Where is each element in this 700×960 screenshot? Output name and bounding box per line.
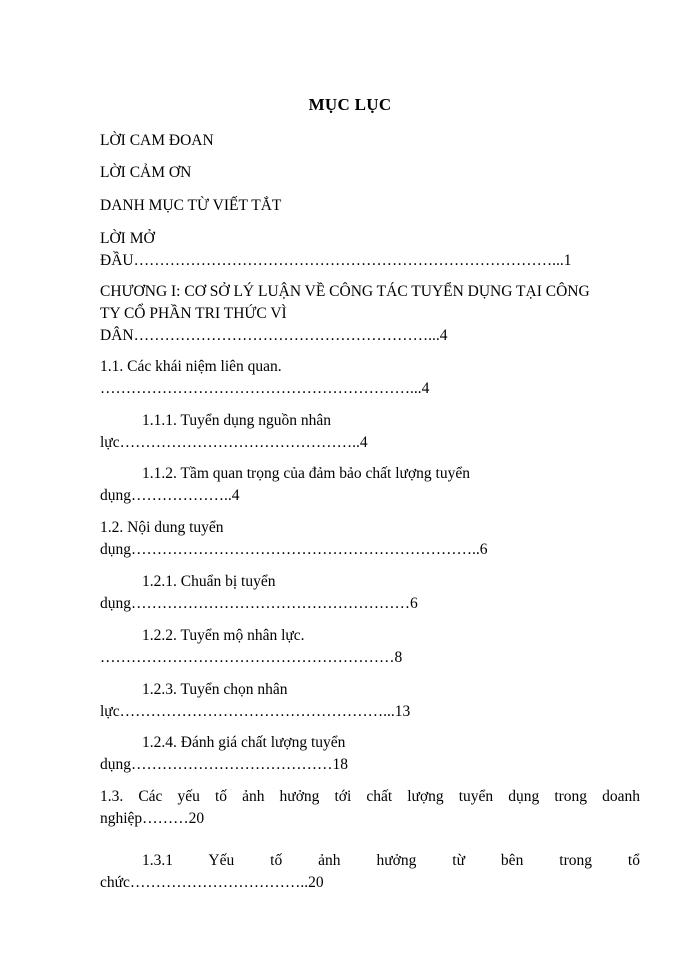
toc-entry-text: DANH MỤC TỪ VIẾT TẮT bbox=[100, 197, 282, 214]
toc-entry-1-2-2[interactable] bbox=[100, 625, 640, 669]
toc-entry-line1: 1.2. Nội dung tuyển bbox=[100, 519, 224, 536]
toc-entry-1-2[interactable] bbox=[100, 517, 640, 561]
toc-entry-1-1-1[interactable] bbox=[100, 410, 640, 454]
toc-entry-line2: ……………………………………………………...4 bbox=[100, 380, 430, 397]
toc-entry-line2: dụng………………………………………………6 bbox=[100, 595, 418, 612]
toc-entry-loi-cam-doan[interactable] bbox=[100, 130, 640, 152]
toc-entry-1-1-2[interactable] bbox=[100, 463, 640, 507]
page-title: MỤC LỤC bbox=[308, 95, 392, 114]
toc-entry-1-2-4[interactable] bbox=[100, 732, 640, 776]
toc-entry-line1: 1.1.2. Tầm quan trọng của đảm bảo chất lượng tuyển bbox=[142, 465, 470, 482]
toc-entry-1-1[interactable] bbox=[100, 356, 640, 400]
toc-entry-chuong-1[interactable] bbox=[100, 281, 640, 347]
toc-entry-loi-cam-on[interactable] bbox=[100, 162, 640, 184]
toc-entry-line2: dụng…………………………………………………………..6 bbox=[100, 541, 488, 558]
toc-entry-line2: DÂN…………………………………………………...4 bbox=[100, 327, 448, 344]
toc-entry-line1: 1.2.4. Đánh giá chất lượng tuyển bbox=[142, 734, 346, 751]
toc-entry-line2: ĐẦU………………………………………………………………………...1 bbox=[100, 252, 572, 269]
toc-entry-1-3-1[interactable] bbox=[100, 850, 640, 894]
toc-entry-1-2-3[interactable] bbox=[100, 679, 640, 723]
toc-entry-line2: dụng………………..4 bbox=[100, 487, 240, 504]
toc-entry-text: LỜI CAM ĐOAN bbox=[100, 132, 214, 149]
toc-entry-line1: 1.2.2. Tuyển mộ nhân lực. bbox=[142, 627, 305, 644]
toc-entry-line2: chức……………………………..20 bbox=[100, 874, 324, 891]
toc-entry-line2: dụng…………………………………18 bbox=[100, 756, 348, 773]
toc-entry-line1: 1.1.1. Tuyển dụng nguồn nhân bbox=[142, 412, 332, 429]
toc-entry-1-2-1[interactable] bbox=[100, 571, 640, 615]
toc-entry-line2: …………………………………………………8 bbox=[100, 649, 403, 666]
toc-entry-danh-muc[interactable] bbox=[100, 195, 640, 217]
toc-entry-line2: lực………………………………………..4 bbox=[100, 434, 368, 451]
toc-entry-line1: 1.1. Các khái niệm liên quan. bbox=[100, 358, 282, 375]
toc-entry-line1: 1.2.3. Tuyển chọn nhân bbox=[142, 681, 288, 698]
toc-entry-loi-mo-dau[interactable] bbox=[100, 228, 640, 272]
toc-entry-line2: nghiệp………20 bbox=[100, 810, 205, 827]
toc-entry-line1: LỜI MỞ bbox=[100, 230, 155, 247]
toc-entry-line1b: TY CỔ PHẦN TRI THỨC VÌ bbox=[100, 305, 287, 322]
toc-entry-line1: 1.3.1 Yếu tố ảnh hưởng từ bên trong tổ bbox=[142, 852, 640, 869]
toc-entry-line2: lực……………………………………………...13 bbox=[100, 703, 411, 720]
toc-entry-1-3[interactable] bbox=[100, 786, 640, 830]
toc-entry-line1: 1.3. Các yếu tố ảnh hưởng tới chất lượng tuyển dụng trong doanh bbox=[100, 788, 640, 805]
toc-entry-line1: 1.2.1. Chuẩn bị tuyển bbox=[142, 573, 276, 590]
toc-entry-line1: CHƯƠNG I: CƠ SỞ LÝ LUẬN VỀ CÔNG TÁC TUYỂN DỤNG TẠI CÔNG bbox=[100, 283, 590, 300]
toc-entry-text: LỜI CẢM ƠN bbox=[100, 164, 192, 181]
